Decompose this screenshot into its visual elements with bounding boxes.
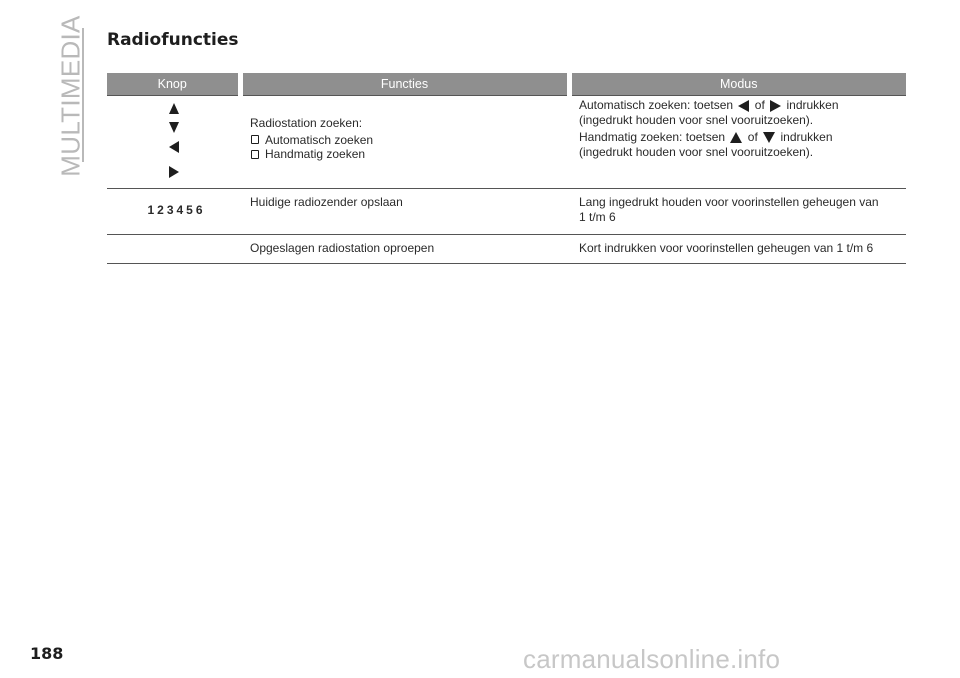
table-row: [107, 189, 906, 235]
modus-cell-search: [569, 96, 906, 189]
modus-auto-suffix: indrukken: [786, 98, 839, 112]
modus-manual-line: [579, 130, 906, 145]
triangle-up-icon: [169, 103, 179, 114]
section-tab-label: MULTIMEDIA: [55, 15, 86, 177]
knop-cell-presets: [107, 189, 240, 235]
modus-auto-of: of: [754, 98, 765, 112]
header-functies: Functies: [240, 73, 569, 96]
header-modus: Modus: [569, 73, 906, 96]
triangle-down-icon: [763, 132, 775, 143]
functies-cell-save: Huidige radiozender opslaan: [240, 189, 569, 235]
modus-manual-of: of: [747, 130, 758, 144]
watermark-logo: carmanualsonline.info: [523, 644, 781, 674]
bullet-icon: [251, 135, 259, 144]
modus-save-line1: Lang ingedrukt houden voor voorinstellen geheugen van: [579, 195, 879, 209]
triangle-up-icon: [730, 132, 742, 143]
page-title: Radiofuncties: [107, 30, 239, 50]
page-number: 188: [30, 644, 64, 663]
table-row: [107, 235, 906, 264]
triangle-left-icon: [169, 141, 179, 153]
preset-numbers: 123456: [147, 203, 206, 217]
triangle-down-icon: [169, 122, 179, 133]
modus-manual-suffix: indrukken: [780, 130, 833, 144]
modus-manual-note: (ingedrukt houden voor snel vooruitzoeken).: [579, 144, 814, 159]
table-header-row: [107, 73, 906, 96]
list-item-label: Handmatig zoeken: [265, 147, 366, 161]
functies-heading: Radiostation zoeken:: [250, 116, 363, 130]
triangle-right-icon: [770, 100, 781, 112]
table-row: [107, 96, 906, 189]
list-item: [250, 133, 569, 148]
triangle-left-icon: [738, 100, 749, 112]
modus-auto-line: [579, 98, 906, 113]
list-item: [250, 147, 569, 162]
radio-functions-table: [107, 73, 906, 264]
modus-cell-save: [569, 189, 906, 235]
list-item-label: Automatisch zoeken: [265, 132, 374, 147]
triangle-right-icon: [169, 166, 179, 178]
functies-cell-search: [240, 96, 569, 189]
bullet-icon: [251, 150, 259, 159]
arrow-buttons: [107, 102, 240, 188]
modus-auto-prefix: Automatisch zoeken: toetsen: [579, 98, 734, 112]
knop-cell-arrows: [107, 96, 240, 189]
modus-cell-recall: Kort indrukken voor voorinstellen geheugen van 1 t/m 6: [569, 235, 906, 264]
knop-cell-empty: [107, 235, 240, 264]
modus-manual-prefix: Handmatig zoeken: toetsen: [579, 130, 726, 144]
functies-cell-recall: Opgeslagen radiostation oproepen: [240, 235, 569, 264]
header-knop: Knop: [107, 73, 240, 96]
section-tab: [48, 15, 88, 177]
modus-auto-note: (ingedrukt houden voor snel vooruitzoeken).: [579, 112, 814, 127]
modus-save-line2: 1 t/m 6: [579, 209, 616, 224]
